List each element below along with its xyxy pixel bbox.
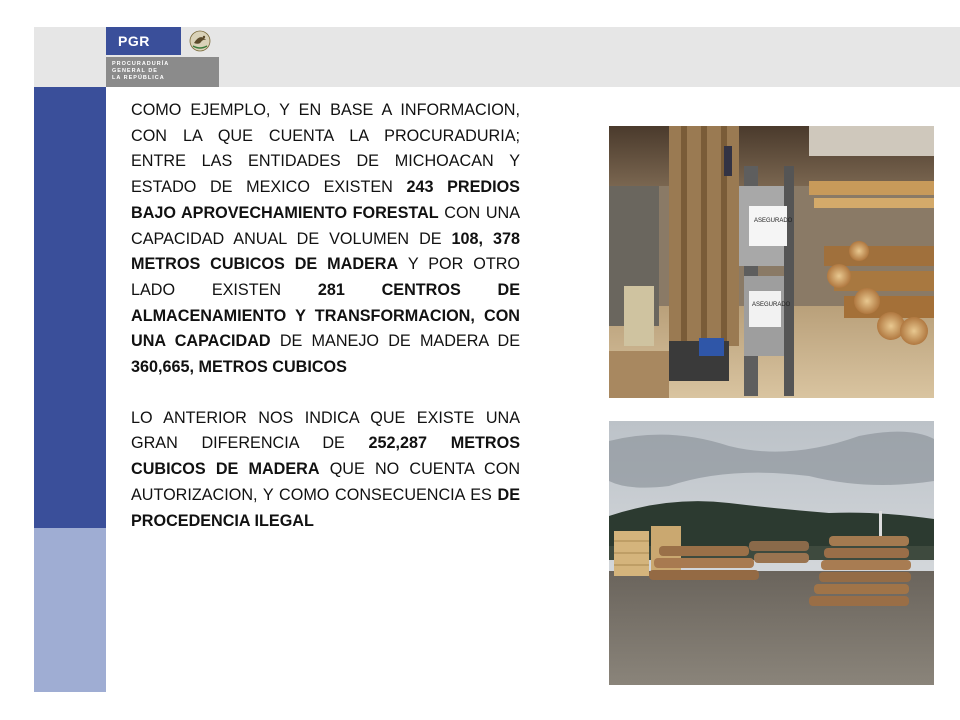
sawmill-photo [609,126,934,398]
p2-text-2: QUE NO CUENTA CON AUTORIZACION, Y COMO CONSECUENCIA ES [131,460,521,504]
photo-sign-2: ASEGURADO [752,302,791,308]
logo-institution-name [106,57,219,87]
p2-text-1: LO ANTERIOR NOS INDICA QUE EXISTE UNA GRAN DIFERENCIA DE [131,408,520,453]
log-yard-photo [609,421,934,685]
p1-bold-1: 243 PREDIOS BAJO APROVECHAMIENTO FORESTAL [131,178,520,222]
p1-text-4: DE MANEJO DE MADERA DE [270,332,521,351]
mexican-eagle-seal-icon [183,27,218,55]
p1-bold-3: 281 CENTROS DE ALMACENAMIENTO Y TRANSFORMACION, CON UNA CAPACIDAD [131,280,521,351]
p1-bold-2: 108, 378 METROS CUBICOS DE MADERA [131,229,520,274]
body-text [131,98,520,534]
logo-line-2: GENERAL DE [112,68,158,74]
pgr-logo [106,27,181,55]
paragraph-gap [131,381,520,406]
logo-abbr: PGR [118,33,150,49]
logo-line-1: PROCURADURÍA [112,61,170,67]
paragraph-1 [131,98,520,381]
p2-bold-2: DE PROCEDENCIA ILEGAL [131,485,520,530]
p1-text-3: Y POR OTRO LADO EXISTEN [131,255,520,299]
left-accent-bar-dark [34,87,106,528]
paragraph-2 [131,406,520,535]
left-accent-bar-light [34,528,106,692]
p2-bold-1: 252,287 METROS CUBICOS DE MADERA [131,434,521,479]
logo-line-3: LA REPÚBLICA [112,75,165,81]
p1-text-2: CON UNA CAPACIDAD ANUAL DE VOLUMEN DE [131,203,520,248]
p1-text-1: COMO EJEMPLO, Y EN BASE A INFORMACION, CON LA QUE CUENTA LA PROCURADURIA; ENTRE LAS ENTIDADES DE MICHOACAN Y ESTADO DE MEXICO EXISTEN [131,101,520,197]
p1-bold-4: 360,665, METROS CUBICOS [131,358,347,377]
photo-sign-1: ASEGURADO [754,218,793,224]
